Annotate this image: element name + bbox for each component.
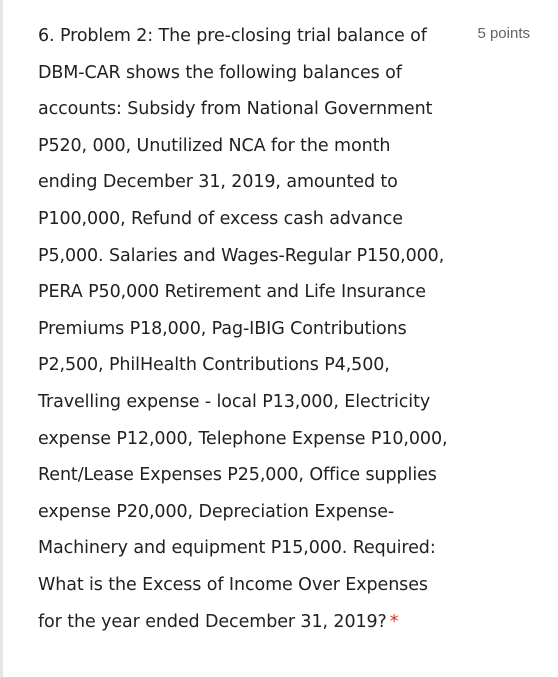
question-line: PERA P50,000 Retirement and Life Insurance [38,282,426,303]
question-text-block [38,18,468,640]
question-line-last [38,604,468,641]
question-line: P520, 000, Unutilized NCA for the month [38,135,391,156]
question-line-text: for the year ended December 31, 2019? [38,611,387,632]
question-line: P5,000. Salaries and Wages-Regular P150,000, [38,245,445,266]
question-line: DBM-CAR shows the following balances of [38,62,402,83]
question-line: Travelling expense - local P13,000, Electricity [38,391,431,412]
question-line: Rent/Lease Expenses P25,000, Office supplies [38,465,437,486]
points-label: 5 points [477,25,530,42]
question-line: ending December 31, 2019, amounted to [38,172,398,193]
required-asterisk: * [389,611,399,632]
question-line: Machinery and equipment P15,000. Required: [38,538,436,559]
question-line: expense P12,000, Telephone Expense P10,000, [38,428,448,449]
question-line: P2,500, PhilHealth Contributions P4,500, [38,355,390,376]
question-line: expense P20,000, Depreciation Expense- [38,501,395,522]
question-title [38,18,468,640]
question-line: 6. Problem 2: The pre-closing trial balance of [38,26,427,46]
question-line: P100,000, Refund of excess cash advance [38,208,403,229]
question-line: accounts: Subsidy from National Government [38,99,433,120]
question-line: Premiums P18,000, Pag-IBIG Contributions [38,318,407,339]
card-left-border [0,0,3,677]
question-line: What is the Excess of Income Over Expenses [38,574,428,595]
